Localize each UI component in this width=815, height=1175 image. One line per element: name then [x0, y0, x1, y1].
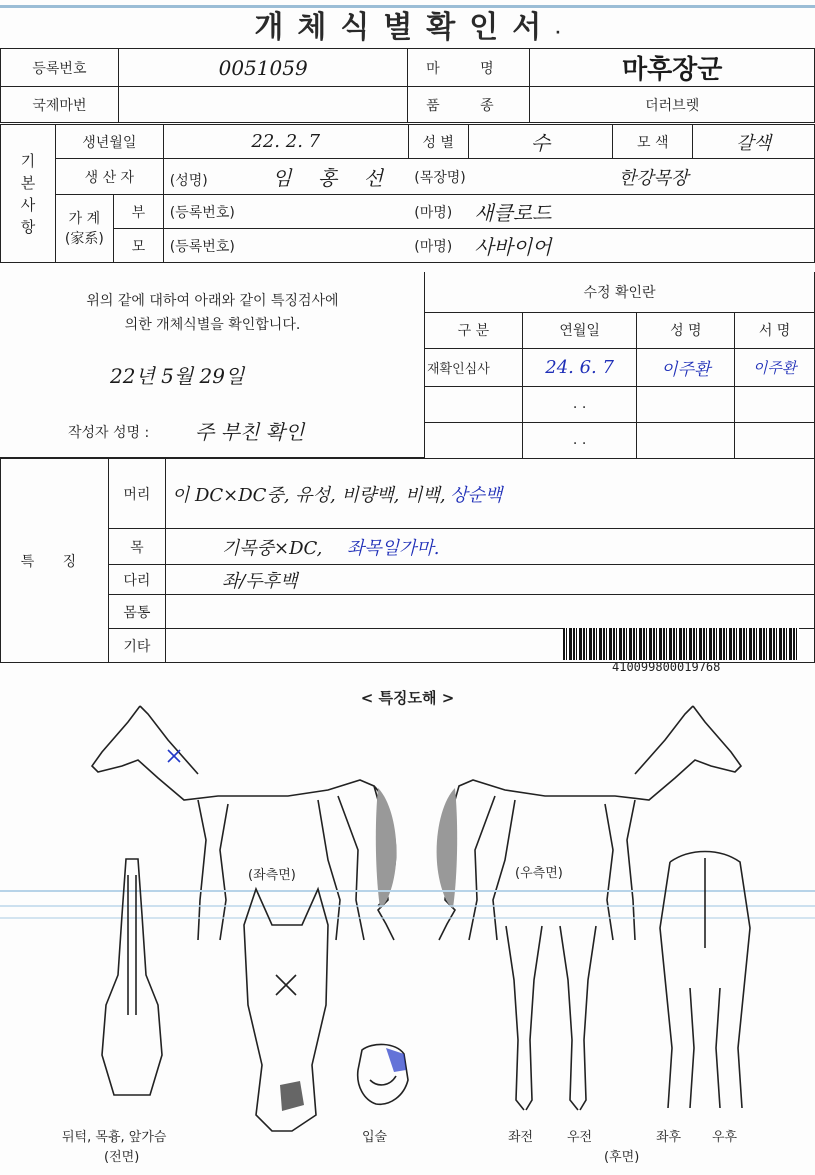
- breed-label: 품 종: [408, 87, 530, 123]
- reg-no-label: 등록번호: [1, 49, 119, 87]
- pedigree-hanja: (家系): [64, 230, 104, 247]
- sire-value: 새클로드: [468, 195, 814, 229]
- revision-row: [425, 422, 815, 458]
- fore-right-caption: 우전: [567, 1130, 593, 1145]
- leg-label: 다리: [108, 565, 165, 595]
- left-side-caption: (좌측면): [248, 868, 296, 883]
- head-value-blue: 상순백: [450, 484, 503, 506]
- dam-label: 모: [113, 229, 163, 263]
- revision-sign: 이주환: [735, 348, 815, 386]
- revision-title: 수정 확인란: [425, 272, 815, 312]
- basic-section-label: 기 본 사 항: [1, 125, 56, 263]
- head-value-cell: [165, 459, 814, 529]
- revision-row: [425, 348, 815, 386]
- head-value: 이 DC×DC중, 유성, 비량백, 비백,: [171, 484, 446, 506]
- col-name: 성 명: [637, 312, 735, 348]
- hind-left-caption: 좌후: [656, 1130, 682, 1145]
- name-value: 마후장군: [530, 49, 815, 87]
- dam-reg-label: (등록번호): [163, 229, 408, 263]
- neck-value-cell: [165, 529, 814, 565]
- ranch-value: 한강목장: [613, 159, 815, 195]
- horse-front-chest-icon: [92, 855, 172, 1105]
- sire-reg-label: (등록번호): [163, 195, 408, 229]
- features-section-label: 특 징: [1, 459, 109, 663]
- revision-table: [424, 272, 815, 459]
- birth-label: 생년월일: [55, 125, 163, 159]
- body-value: [165, 595, 814, 629]
- sire-horse-label: (마명): [408, 195, 468, 229]
- barcode-number: 410099800019768: [612, 660, 721, 674]
- revision-type: [425, 422, 523, 458]
- revision-date: . .: [522, 386, 637, 422]
- other-label: 기타: [108, 629, 165, 663]
- birth-value: 22. 2. 7: [163, 125, 408, 159]
- revision-name: 이주환: [637, 348, 735, 386]
- lip-caption: 입술: [362, 1130, 388, 1145]
- revision-date: . .: [522, 422, 637, 458]
- revision-sign: [735, 386, 815, 422]
- sire-label: 부: [113, 195, 163, 229]
- neck-value-blue: 좌목일가마.: [346, 537, 440, 559]
- writer-label: 작성자 성명 :: [68, 425, 150, 441]
- col-sign: 서 명: [735, 312, 815, 348]
- body-label: 몸통: [108, 595, 165, 629]
- producer-name-value: 임 홍 선: [272, 166, 393, 190]
- revision-type: 재확인심사: [425, 348, 523, 386]
- rear-view-caption: (후면): [604, 1150, 640, 1165]
- horse-hind-icon: [650, 848, 760, 1118]
- producer-name-cell: [163, 159, 408, 195]
- date-value: 22년 5월 29일: [110, 364, 245, 388]
- revision-date: 24. 6. 7: [522, 348, 637, 386]
- ranch-label: (목장명): [408, 159, 613, 195]
- neck-value: 기목중×DC,: [221, 537, 323, 559]
- leg-value: 좌/두후백: [165, 565, 814, 595]
- revision-name: [637, 422, 735, 458]
- document-title: 개체식별확인서·: [254, 10, 561, 45]
- writer-value: 주 부친 확인: [195, 420, 305, 444]
- right-side-caption: (우측면): [515, 866, 563, 881]
- dam-value: 사바이어: [468, 229, 814, 263]
- revision-type: [425, 386, 523, 422]
- sex-label: 성 별: [408, 125, 468, 159]
- hind-right-caption: 우후: [712, 1130, 738, 1145]
- producer-label: 생 산 자: [55, 159, 163, 195]
- revision-sign: [735, 422, 815, 458]
- sex-value: 수: [468, 125, 613, 159]
- neck-label: 목: [108, 529, 165, 565]
- breed-value: 더러브렛: [530, 87, 815, 123]
- statement-line1: 위의 같에 대하여 아래와 같이 특징검사에: [86, 293, 339, 309]
- intl-no-label: 국제마번: [1, 87, 119, 123]
- confirmation-statement: [0, 272, 425, 458]
- horse-front-head-icon: [232, 885, 342, 1135]
- front-view-caption: (전면): [104, 1150, 140, 1165]
- registration-table: [0, 48, 815, 123]
- col-type: 구 분: [425, 312, 523, 348]
- revision-name: [637, 386, 735, 422]
- pedigree-label-cell: [55, 195, 113, 263]
- barcode: [563, 628, 799, 660]
- basic-info-table: [0, 124, 815, 263]
- front-caption: 뒤턱, 목흉, 앞가슴: [62, 1130, 167, 1145]
- horse-forelegs-icon: [496, 920, 606, 1120]
- fore-left-caption: 좌전: [508, 1130, 534, 1145]
- col-date: 연월일: [522, 312, 637, 348]
- lip-icon: [352, 1040, 412, 1110]
- pedigree-label: 가 계: [68, 210, 101, 227]
- coat-value: 갈색: [693, 125, 815, 159]
- statement-line2: 의한 개체식별을 확인합니다.: [124, 317, 301, 333]
- dam-horse-label: (마명): [408, 229, 468, 263]
- revision-row: [425, 386, 815, 422]
- head-label: 머리: [108, 459, 165, 529]
- diagram-title: < 특징도해 >: [360, 689, 455, 707]
- producer-name-label: (성명): [169, 173, 208, 189]
- intl-no-value: [118, 87, 408, 123]
- reg-no-value: 0051059: [118, 49, 408, 87]
- name-label: 마 명: [408, 49, 530, 87]
- coat-label: 모 색: [613, 125, 693, 159]
